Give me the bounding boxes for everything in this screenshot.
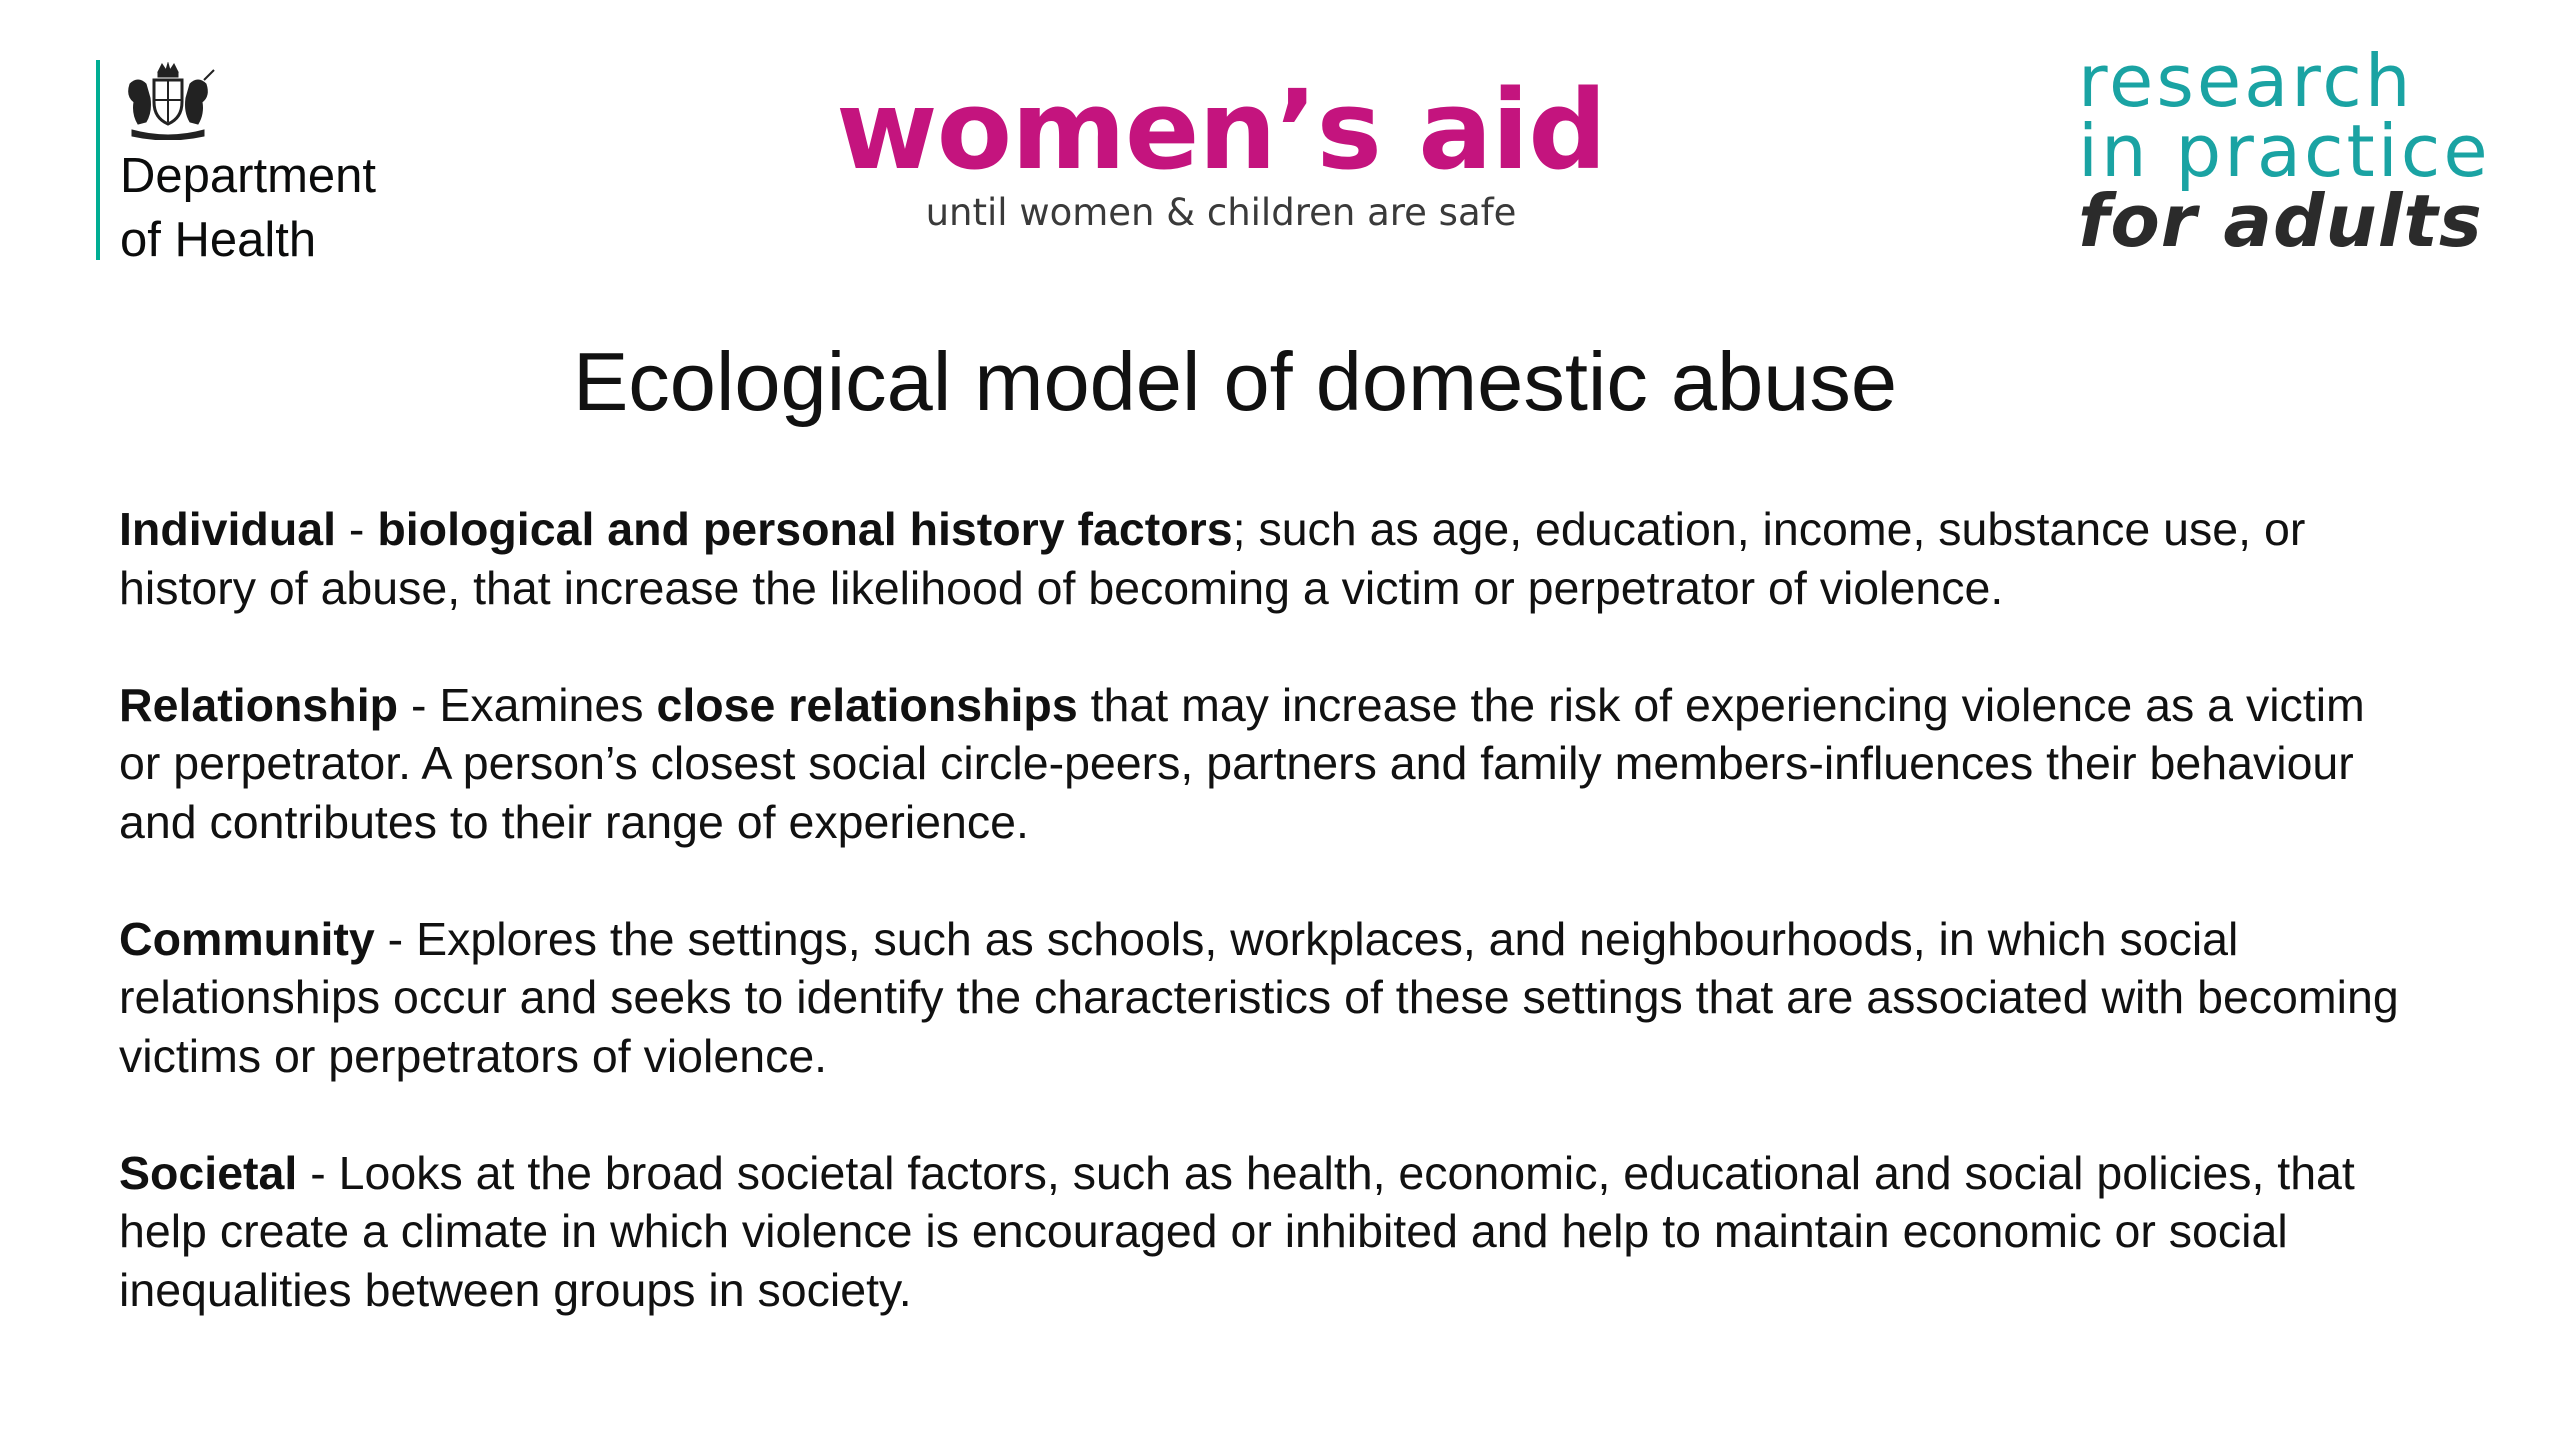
royal-coat-of-arms-icon [118, 62, 218, 140]
research-in-practice-line1: research [2078, 39, 2414, 123]
research-in-practice-line3: for adults [2078, 179, 2483, 263]
body-text [119, 500, 2419, 1378]
description: ; such as age, education, income, substance use, or history of abuse, that increase the likelihood of becoming a victim or perpetrator of violence. [119, 503, 2306, 614]
womens-aid-tagline: until women & children are safe [925, 191, 1517, 234]
term-individual: Individual [119, 503, 337, 555]
separator: - Examines [398, 678, 657, 731]
emphasis: close relationships [656, 678, 1078, 731]
paragraph-individual [119, 500, 2419, 617]
paragraph-societal [119, 1144, 2419, 1320]
research-in-practice-line2: in practice [2078, 109, 2491, 193]
emphasis: biological and personal history factors [377, 503, 1233, 555]
womens-aid-wordmark: women’s aid [836, 66, 1606, 194]
term-societal: Societal [119, 1146, 298, 1199]
logo-accent-rule [96, 60, 100, 260]
term-community: Community [119, 912, 375, 965]
department-of-health-line1: Department [120, 149, 377, 203]
research-in-practice-logo [2078, 39, 2498, 276]
description: - Explores the settings, such as schools, workplaces, and neighbourhoods, in which social relationships occur and seeks to identify the characteristics of these settings that are associated with becoming victims or perpetrators of violence. [119, 912, 2399, 1082]
separator: - [336, 503, 378, 555]
department-of-health-line2: of Health [120, 213, 317, 267]
womens-aid-logo [836, 66, 1680, 250]
department-of-health-name [120, 144, 376, 272]
department-of-health-logo [96, 60, 456, 265]
paragraph-relationship [119, 676, 2419, 852]
paragraph-community [119, 910, 2419, 1086]
slide-title: Ecological model of domestic abuse [572, 335, 1898, 428]
description: that may increase the risk of experiencing violence as a victim or perpetrator. A person’s closest social circle-peers, partners and family members-influences their behaviour and contributes to their range of experience. [119, 678, 2365, 848]
description: - Looks at the broad societal factors, such as health, economic, educational and social policies, that help create a climate in which violence is encouraged or inhibited and help to maintain economic or social inequalities between groups in society. [119, 1146, 2355, 1316]
term-relationship: Relationship [119, 678, 399, 731]
